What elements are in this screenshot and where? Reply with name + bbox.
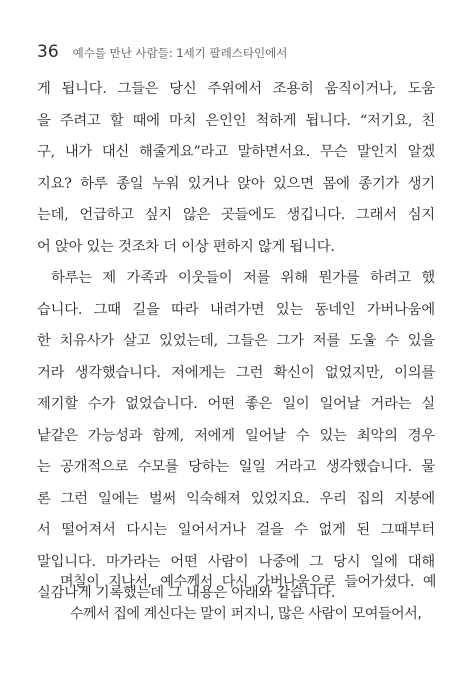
text-line: 낱같은 가능성과 함께, 저에게 일어날 수 있는 최악의 경우 (37, 427, 435, 444)
text-line: 는 공개적으로 수모를 당하는 일일 거라고 생각했습니다. 물 (37, 459, 435, 475)
text-line: 어 앉아 있는 것조차 더 이상 편하지 않게 됩니다. (37, 238, 335, 255)
text-line: 제기할 수가 없었습니다. 어떤 좋은 일이 일어날 거라는 실 (37, 396, 435, 412)
text-line: 거라 생각했습니다. 저에게는 그런 확신이 없었지만, 이의를 (37, 364, 435, 381)
quote-line: 며칠이 지나서, 예수께서 다시 가버나움으로 들어가셨다. 예 (60, 574, 436, 590)
page-number: 36 (37, 42, 59, 62)
text-line: 실감나게 기록했는데 그 내용은 아래와 같습니다. (37, 585, 336, 601)
text-line: 하루는 제 가족과 이웃들이 저를 위해 뭔가를 하려고 했 (51, 270, 435, 286)
text-line: 서 떨어져서 다시는 일어서거나 걸을 수 없게 된 그때부터 (37, 522, 435, 538)
text-line: 게 됩니다. 그들은 당신 주위에서 조용히 움직이거나, 도움 (37, 81, 435, 97)
text-line: 는데, 언급하고 싶지 않은 곳들에도 생깁니다. 그래서 심지 (37, 207, 435, 223)
text-line: 말입니다. 마가라는 어떤 사람이 나중에 그 당시 일에 대해 (37, 553, 435, 570)
text-line: 습니다. 그때 길을 따라 내려가면 있는 동네인 가버나움에 (37, 301, 435, 318)
body-text (37, 74, 435, 610)
paragraph (37, 74, 435, 263)
block-quote (60, 567, 436, 630)
text-line: 한 치유사가 살고 있었는데, 그들은 그가 저를 도울 수 있을 (37, 333, 435, 349)
page-header (37, 42, 287, 62)
text-line: 론 그런 일에는 벌써 익숙해져 있었지요. 우리 집의 지붕에 (37, 490, 435, 507)
quote-line: 수께서 집에 계신다는 말이 퍼지니, 많은 사람이 모여들어서, (70, 605, 422, 622)
text-line: 을 주려고 할 때에 마치 은인인 척하게 됩니다. “저기요, 친 (37, 112, 435, 129)
running-title: 예수를 만난 사람들: 1세기 팔레스타인에서 (72, 46, 288, 60)
paragraph (37, 263, 435, 610)
text-line: 지요? 하루 종일 누워 있거나 앉아 있으면 몸에 종기가 생기 (37, 175, 435, 192)
text-line: 구, 내가 대신 해줄게요”라고 말하면서요. 무슨 말인지 알겠 (37, 144, 435, 160)
